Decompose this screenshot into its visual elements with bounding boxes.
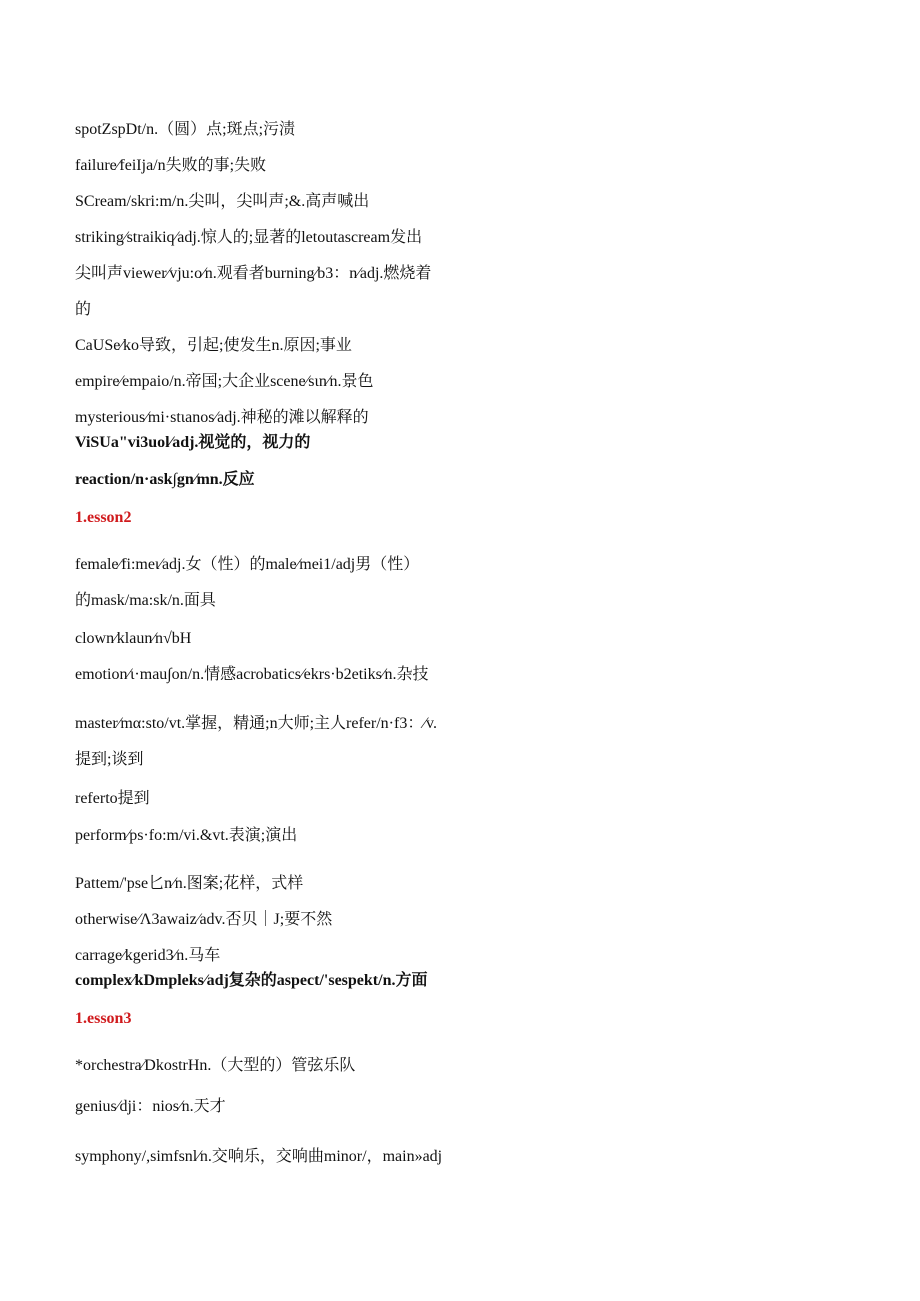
vocab-line: carrage∕kgerid3∕n.马车	[75, 947, 221, 964]
vocab-line: spotZspDt/n.（圆）点;斑点;污渍	[75, 121, 296, 138]
vocab-line: *orchestra∕DkostrHn.（大型的）管弦乐队	[75, 1057, 356, 1074]
vocab-line: failure∕feiIja/n失败的事;失败	[75, 157, 267, 174]
vocab-line: clown∕klaun∕n√bH	[75, 630, 192, 647]
vocab-line: symphony/,simfsnl∕n.交响乐，交响曲minor/，main»adj	[75, 1148, 443, 1165]
lesson-heading: 1.esson3	[75, 1010, 132, 1027]
vocab-line: 的	[75, 301, 92, 318]
vocab-line-bold: ViSUa"vi3uol∕adj.视觉的，视力的	[75, 434, 311, 451]
vocab-line: mysterious∕mi·stιanos∕adj.神秘的滩以解释的	[75, 409, 369, 426]
vocab-line: perform∕ps·fo:m/vi.&vt.表演;演出	[75, 827, 298, 844]
vocab-line: striking∕straikiq∕adj.惊人的;显著的letoutascream发出	[75, 229, 423, 246]
vocab-line: emotion∕ι·mau∫on/n.情感acrobatics∕ekrs·b2etiks∕n.杂技	[75, 666, 429, 683]
vocab-line: referto提到	[75, 790, 150, 807]
vocab-line: master∕mα:sto/vt.掌握，精通;n大师;主人refer/n·f3：∕v.	[75, 715, 437, 732]
vocab-line-bold: reaction/n·ask∫gn∕mn.反应	[75, 471, 255, 488]
vocab-line: 尖叫声viewer∕vju:o∕n.观看者burning∕b3：n∕adj.燃烧着	[75, 265, 432, 282]
vocab-line: 提到;谈到	[75, 751, 144, 768]
lesson-heading: 1.esson2	[75, 509, 132, 526]
vocab-line: otherwise∕Λ3awaiz∕adv.否贝｜J;要不然	[75, 911, 333, 928]
vocab-line-bold: complex∕kDmpleks∕adj复杂的aspect/'sespekt/n.方面	[75, 972, 428, 989]
vocab-line: empire∕empaio/n.帝国;大企业scene∕sιn∕n.景色	[75, 373, 374, 390]
vocab-line: female∕fi:meι∕adj.女（性）的male∕mei1/adj男（性）	[75, 556, 420, 573]
vocab-line: Pattem/'pse匕n∕n.图案;花样，式样	[75, 875, 304, 892]
vocab-line: 的mask/ma:sk/n.面具	[75, 592, 216, 609]
vocab-line: CaUSe∕ko导致，引起;使发生n.原因;事业	[75, 337, 352, 354]
vocab-line: SCream/skri:m/n.尖叫，尖叫声;&.高声喊出	[75, 193, 370, 210]
vocab-line: genius∕dji：nios∕n.天才	[75, 1098, 226, 1115]
